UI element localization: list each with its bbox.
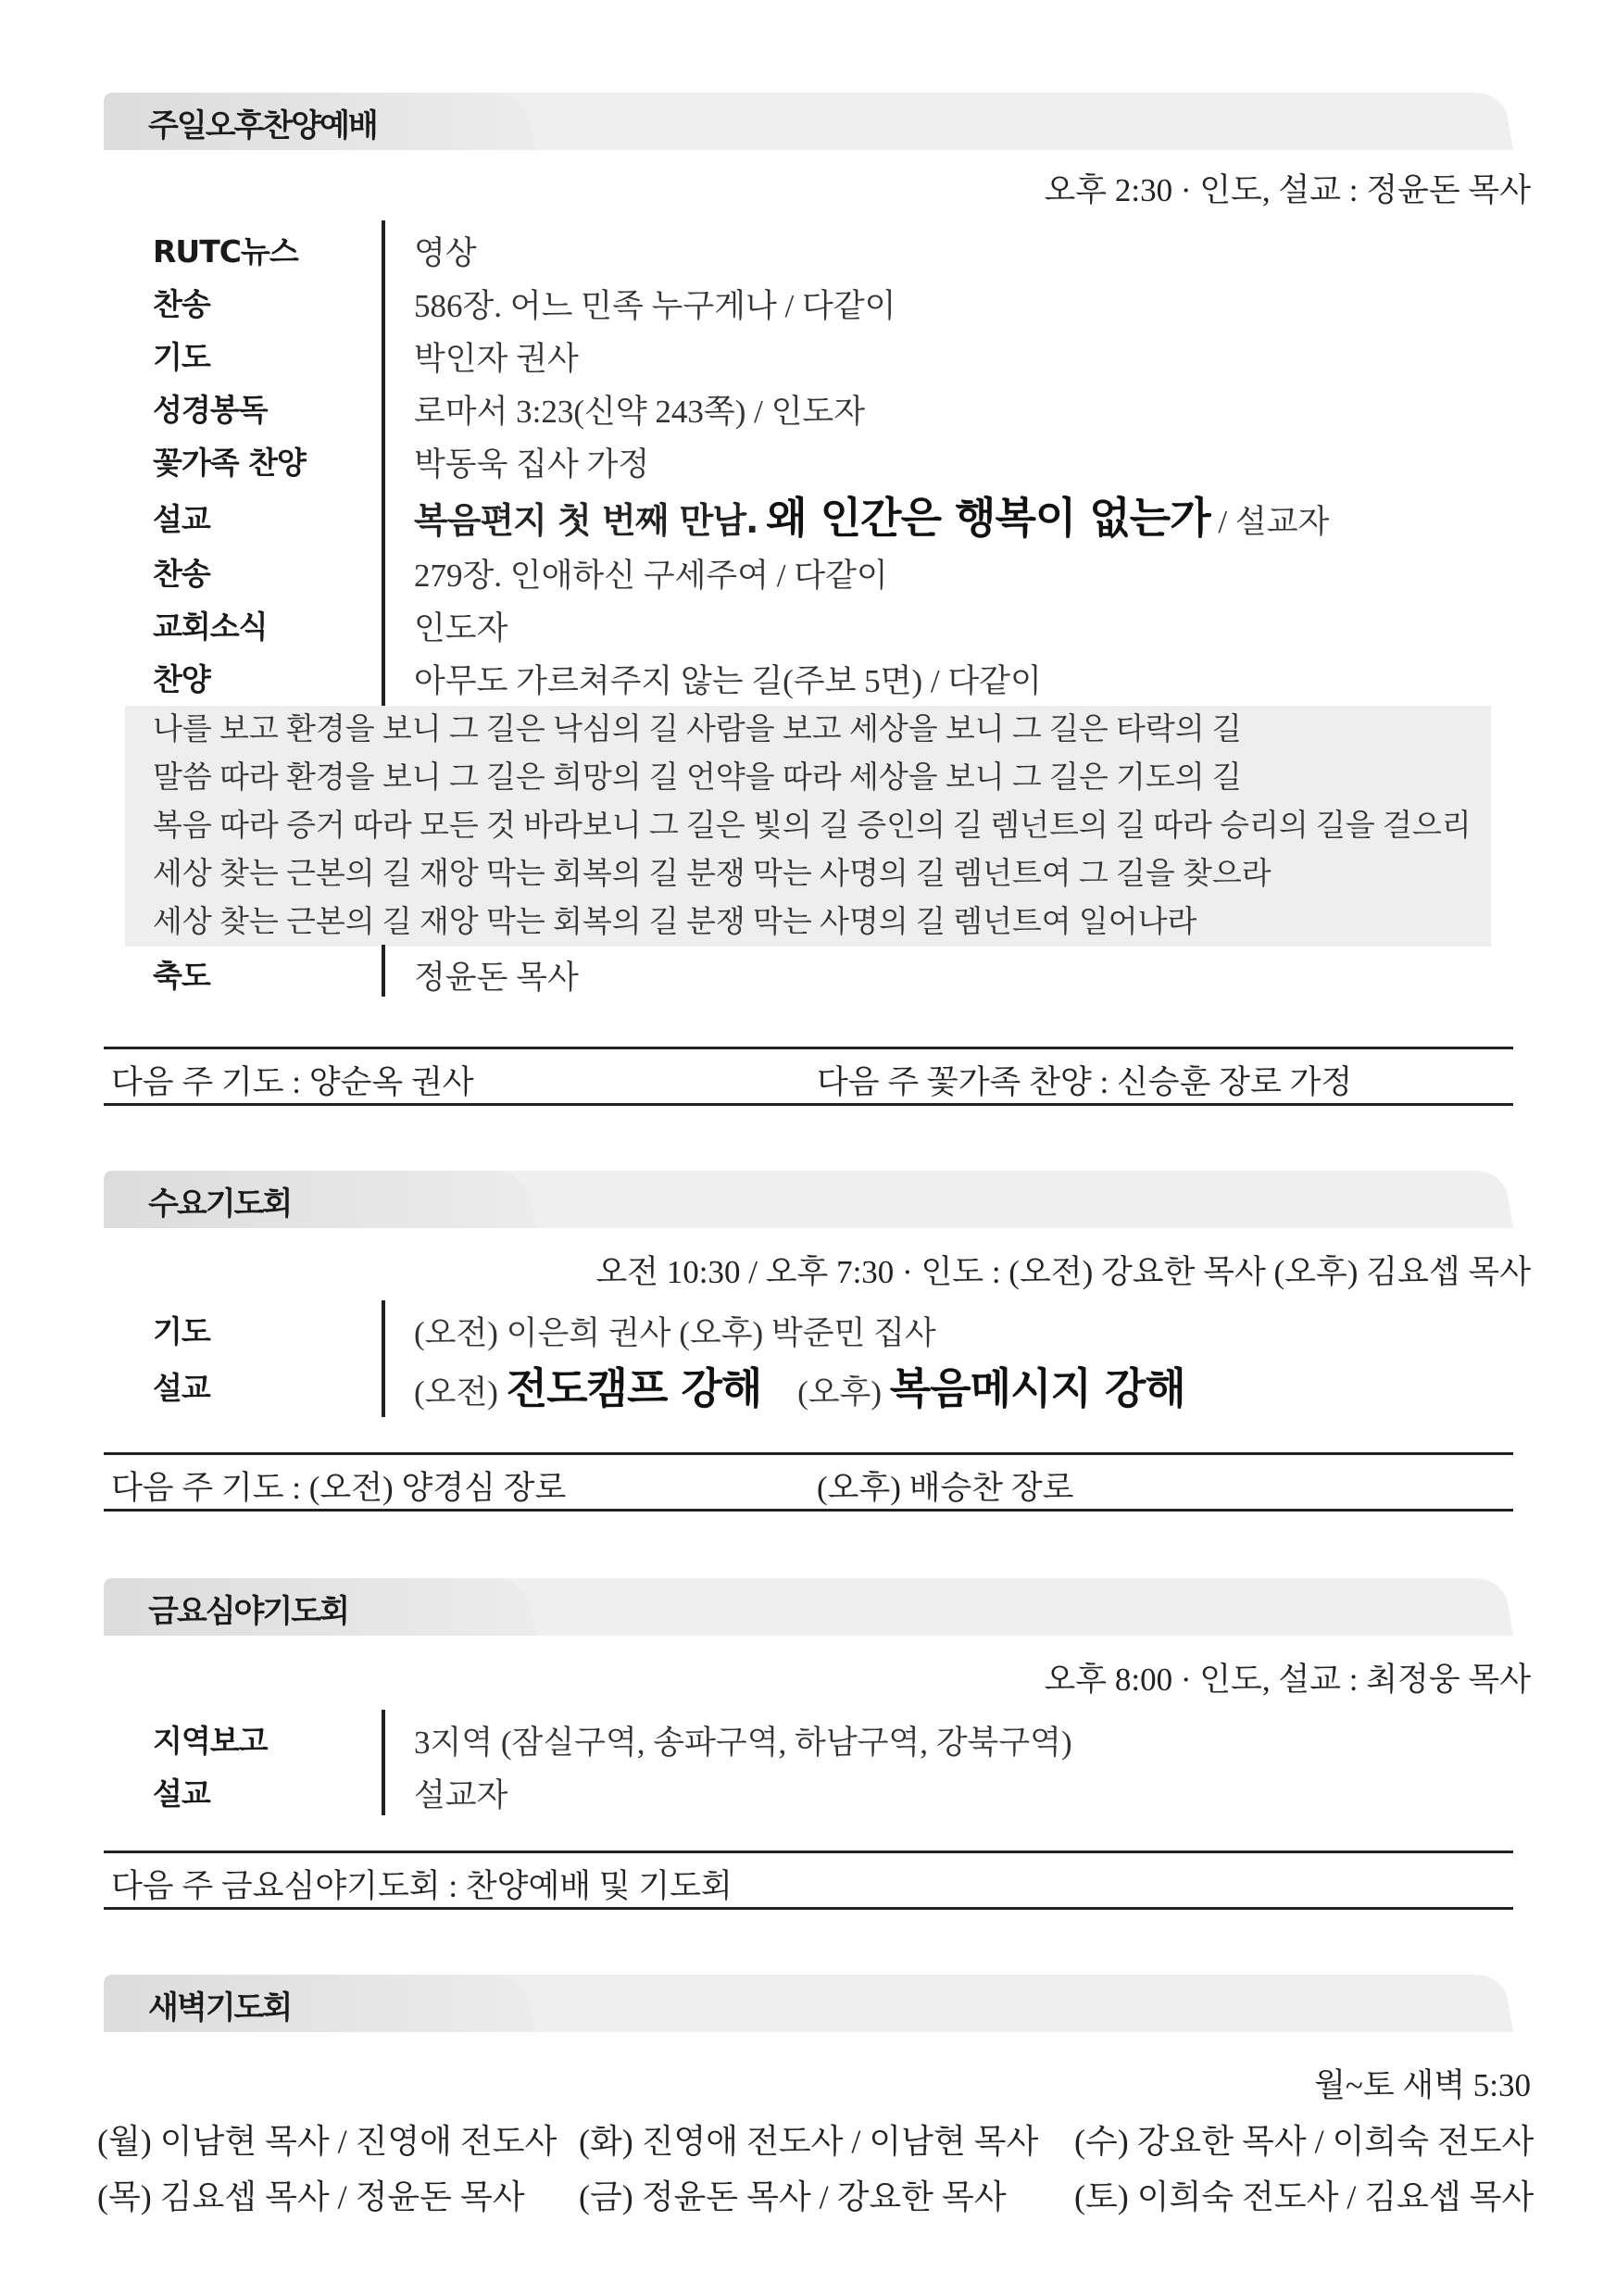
section-header: [104, 1571, 1513, 1643]
section-header: [104, 85, 1513, 157]
dawn-entry: (목) 김요셉 목사 / 정윤돈 목사: [97, 2178, 525, 2215]
lyric-line: 나를 보고 환경을 보니 그 길은 낙심의 길 사람을 보고 세상을 보니 그 길은 타락의 길: [153, 713, 1242, 747]
row-value: 279장. 인애하신 구세주여 / 다같이: [414, 558, 888, 594]
row-value: 박인자 권사: [414, 341, 579, 377]
next-week-praise: 다음 주 꽃가족 찬양 : 신승훈 장로 가정: [817, 1064, 1353, 1100]
program-row: [153, 1353, 1505, 1414]
sermon-series: 복음편지 첫 번째 만남.: [414, 500, 758, 541]
section-header-tab: [104, 1967, 1513, 2039]
section-title: 수요기도회: [148, 1186, 292, 1223]
program-row: [153, 1710, 1505, 1763]
next-week-prayer-am: 다음 주 기도 : (오전) 양경심 장로: [111, 1470, 567, 1506]
program-row: [153, 945, 1505, 997]
row-label: 찬양: [153, 661, 210, 697]
next-week-box: [104, 1452, 1513, 1512]
section-title: 주일오후찬양예배: [148, 107, 377, 144]
lyric-line: 세상 찾는 근본의 길 재앙 막는 회복의 길 분쟁 막는 사명의 길 렘넌트여 일어나라: [153, 906, 1197, 939]
service-time: 오후 2:30 · 인도, 설교 : 정윤돈 목사: [1044, 172, 1531, 208]
dawn-entry: (월) 이남현 목사 / 진영애 전도사: [97, 2123, 557, 2160]
row-label: 찬송: [153, 556, 210, 592]
program-row: [153, 220, 1505, 273]
row-value: [414, 484, 1329, 546]
row-value: 정윤돈 목사: [414, 960, 579, 996]
lyric-line: 세상 찾는 근본의 길 재앙 막는 회복의 길 분쟁 막는 사명의 길 렘넌트여 그 길을 찾으라: [153, 858, 1272, 891]
row-label: 성경봉독: [153, 392, 268, 428]
dawn-entry: (화) 진영애 전도사 / 이남현 목사: [579, 2123, 1039, 2160]
row-label: 설교: [153, 501, 210, 537]
sermon-title: 왜 인간은 행복이 없는가: [766, 493, 1210, 543]
program-row: [153, 1763, 1505, 1815]
dawn-schedule-row: [97, 2171, 1535, 2227]
program-list: [153, 1710, 1505, 1815]
section-title: 새벽기도회: [148, 1989, 292, 2026]
service-time: 오전 10:30 / 오후 7:30 · 인도 : (오전) 강요한 목사 (오후) 김요셉 목사: [595, 1254, 1531, 1290]
section-header: [104, 1967, 1513, 2039]
dawn-schedule-row: [97, 2115, 1535, 2171]
row-label: 축도: [153, 958, 210, 994]
next-week-friday: 다음 주 금요심야기도회 : 찬양예배 및 기도회: [111, 1868, 733, 1904]
lyric-line: 말씀 따라 환경을 보니 그 길은 희망의 길 언약을 따라 세상을 보니 그 길은 기도의 길: [153, 761, 1242, 795]
program-row: [153, 432, 1505, 484]
row-label: 꽃가족 찬양: [153, 445, 306, 481]
section-header-tab: [104, 1163, 1513, 1236]
row-label: 설교: [153, 1775, 210, 1812]
sermon-preacher: / 설교자: [1218, 504, 1330, 540]
row-value: 로마서 3:23(신약 243쪽) / 인도자: [414, 394, 866, 430]
row-label: 기도: [153, 1313, 210, 1349]
program-row: [153, 273, 1505, 326]
program-row: [153, 543, 1505, 596]
row-value: [414, 1355, 1185, 1416]
row-value: 아무도 가르쳐주지 않는 길(주보 5면) / 다같이: [414, 663, 1042, 699]
am-sermon-title: 전도캠프 강해: [506, 1363, 762, 1413]
pm-tag: (오후): [797, 1374, 883, 1411]
program-list: [153, 1300, 1505, 1414]
program-row: [153, 326, 1505, 379]
program-list: [153, 220, 1505, 701]
next-week-box: [104, 1851, 1513, 1910]
am-tag: (오전): [414, 1374, 498, 1411]
benediction-row: [153, 945, 1505, 997]
program-row: [153, 648, 1505, 701]
section-title: 금요심야기도회: [148, 1593, 348, 1630]
row-value: 3지역 (잠실구역, 송파구역, 하남구역, 강북구역): [414, 1725, 1072, 1761]
section-header: [104, 1163, 1513, 1236]
program-row: [153, 379, 1505, 432]
row-label: 지역보고: [153, 1723, 268, 1759]
lyric-line: 복음 따라 증거 따라 모든 것 바라보니 그 길은 빛의 길 증인의 길 렘넌트의 길 따라 승리의 길을 걸으리: [153, 809, 1472, 843]
row-label: 기도: [153, 339, 210, 375]
row-label: 찬송: [153, 286, 210, 322]
next-week-box: [104, 1047, 1513, 1106]
row-value: 인도자: [414, 610, 508, 646]
row-value: 박동욱 집사 가정: [414, 446, 650, 483]
row-value: (오전) 이은희 권사 (오후) 박준민 집사: [414, 1315, 936, 1351]
dawn-entry: (토) 이희숙 전도사 / 김요셉 목사: [1074, 2178, 1535, 2215]
next-week-prayer-pm: (오후) 배승찬 장로: [817, 1470, 1074, 1506]
program-row: [153, 1300, 1505, 1353]
row-label: 교회소식: [153, 609, 268, 645]
row-label: 설교: [153, 1370, 210, 1406]
service-time: 월~토 새벽 5:30: [1314, 2067, 1531, 2103]
row-value: 영상: [414, 235, 477, 271]
dawn-entry: (금) 정윤돈 목사 / 강요한 목사: [579, 2178, 1007, 2215]
program-row: [153, 596, 1505, 648]
row-value: 설교자: [414, 1777, 508, 1813]
service-time: 오후 8:00 · 인도, 설교 : 최정웅 목사: [1044, 1662, 1531, 1698]
row-label: RUTC뉴스: [153, 233, 298, 270]
lyrics-box: [125, 706, 1491, 947]
dawn-entry: (수) 강요한 목사 / 이희숙 전도사: [1074, 2123, 1535, 2160]
program-row: [153, 484, 1505, 543]
pm-sermon-title: 복음메시지 강해: [889, 1363, 1185, 1413]
next-week-prayer: 다음 주 기도 : 양순옥 권사: [111, 1064, 474, 1100]
row-value: 586장. 어느 민족 누구게나 / 다같이: [414, 288, 896, 324]
